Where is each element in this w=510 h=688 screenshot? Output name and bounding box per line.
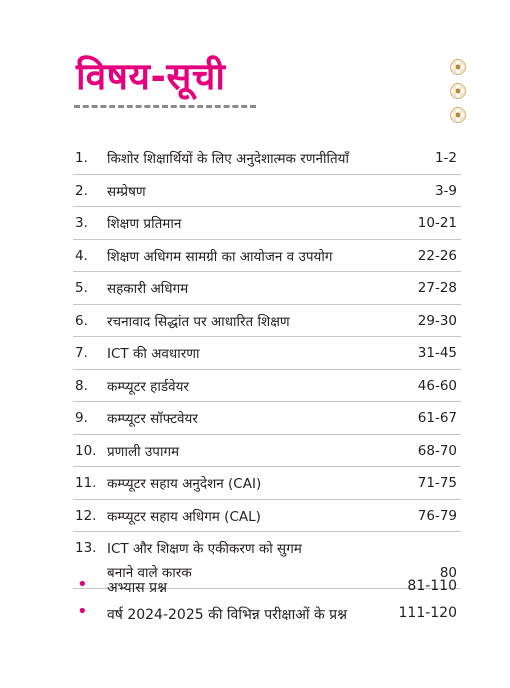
entry-title: अभ्यास प्रश्न: [107, 580, 168, 596]
entry-number: 12.: [75, 507, 97, 524]
bullet-entry[interactable]: [73, 601, 461, 628]
toc-entry[interactable]: [73, 240, 461, 273]
entry-title: प्रणाली उपागम: [107, 443, 180, 460]
entry-number: 3.: [75, 215, 88, 231]
bullet-entry[interactable]: [73, 574, 461, 601]
toc-entry[interactable]: [73, 175, 461, 208]
entry-pages: 29-30: [417, 312, 457, 329]
entry-number: 10.: [75, 442, 97, 459]
flower-ornament-icon: [449, 58, 467, 76]
toc-entry[interactable]: [73, 337, 461, 370]
entry-title: कम्प्यूटर हार्डवेयर: [107, 378, 189, 395]
extra-entries: [73, 574, 461, 628]
entry-title: रचनावाद सिद्धांत पर आधारित शिक्षण: [107, 313, 290, 330]
toc-entry[interactable]: [73, 142, 461, 175]
decorative-ornaments: [449, 58, 467, 130]
entry-pages: 71-75: [417, 475, 457, 491]
bullet-dot-icon: •: [77, 601, 88, 622]
entry-title: शिक्षण अधिगम सामग्री का आयोजन व उपयोग: [107, 248, 333, 265]
toc-entry[interactable]: [73, 402, 461, 435]
entry-pages: 46-60: [417, 377, 457, 394]
entry-pages: 3-9: [434, 182, 457, 199]
entry-title: वर्ष 2024-2025 की विभिन्न परीक्षाओं के प्रश्न: [107, 607, 348, 623]
entry-pages: 27-28: [417, 280, 457, 296]
entry-number: 5.: [75, 280, 88, 296]
entry-number: 1.: [75, 150, 88, 166]
entry-number: 13.: [75, 540, 97, 556]
flower-ornament-icon: [449, 106, 467, 124]
entry-number: 6.: [75, 312, 88, 329]
toc-entry[interactable]: [73, 370, 461, 403]
entry-pages: 80: [439, 565, 457, 581]
toc-entry[interactable]: [73, 500, 461, 533]
toc-entry[interactable]: [73, 305, 461, 338]
entry-number: 8.: [75, 377, 88, 394]
entry-title: कम्प्यूटर सॉफ्टवेयर: [107, 411, 198, 427]
toc-entry[interactable]: [73, 272, 461, 305]
toc-entry[interactable]: [73, 435, 461, 468]
entry-number: 7.: [75, 345, 88, 361]
entry-title: कम्प्यूटर सहाय अनुदेशन (CAI): [107, 476, 262, 492]
title-underline: [74, 105, 256, 108]
table-of-contents: [73, 142, 461, 589]
entry-title: किशोर शिक्षार्थियों के लिए अनुदेशात्मक रणनीतियाँ: [107, 151, 349, 167]
entry-title: सम्प्रेषण: [107, 183, 146, 200]
bullet-dot-icon: •: [77, 574, 88, 595]
toc-entry[interactable]: [73, 207, 461, 240]
entry-title: शिक्षण प्रतिमान: [107, 216, 182, 232]
flower-ornament-icon: [449, 82, 467, 100]
entry-pages: 10-21: [417, 215, 457, 231]
entry-title-continued: बनाने वाले कारक: [107, 565, 192, 581]
entry-title: सहकारी अधिगम: [107, 281, 189, 297]
entry-pages: 76-79: [417, 507, 457, 524]
entry-number: 4.: [75, 247, 88, 264]
page-title: विषय-सूची: [76, 55, 226, 98]
entry-pages: 61-67: [417, 410, 457, 426]
entry-pages: 1-2: [434, 150, 457, 166]
entry-number: 9.: [75, 410, 88, 426]
entry-number: 11.: [75, 475, 97, 491]
entry-pages: 81-110: [407, 578, 457, 594]
entry-pages: 111-120: [398, 605, 457, 621]
entry-title: ICT और शिक्षण के एकीकरण को सुगम: [107, 541, 302, 557]
entry-pages: 22-26: [417, 247, 457, 264]
entry-pages: 68-70: [417, 442, 457, 459]
entry-pages: 31-45: [417, 345, 457, 361]
entry-number: 2.: [75, 182, 88, 199]
toc-entry[interactable]: [73, 467, 461, 500]
entry-title: ICT की अवधारणा: [107, 346, 200, 362]
entry-title: कम्प्यूटर सहाय अधिगम (CAL): [107, 508, 261, 525]
